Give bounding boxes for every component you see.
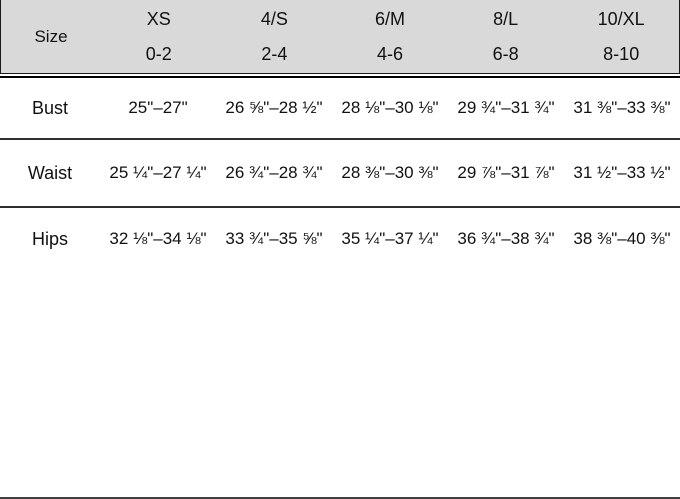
column-numeric-range: 8-10 xyxy=(603,44,640,64)
hips-8l-value: 36 ¾"–38 ¾" xyxy=(457,229,555,248)
row-label-bust: Bust xyxy=(31,97,69,118)
waist-10xl-value: 31 ½"–33 ½" xyxy=(573,163,671,182)
waist-4s-value: 26 ¾"–28 ¾" xyxy=(225,163,323,182)
column-header-10xl xyxy=(563,0,679,73)
table-row-bust xyxy=(0,78,680,138)
column-size-label: 10/XL xyxy=(597,9,645,29)
row-label-hips: Hips xyxy=(31,228,68,249)
column-numeric-range: 6-8 xyxy=(492,44,519,64)
hips-6m-value: 35 ¼"–37 ¼" xyxy=(341,229,439,248)
column-size-label: 6/M xyxy=(374,9,405,29)
bust-6m-value: 28 ⅛"–30 ⅛" xyxy=(341,98,439,117)
bust-xs-value: 25"–27" xyxy=(128,98,188,117)
waist-xs-value: 25 ¼"–27 ¼" xyxy=(109,163,207,182)
column-numeric-range: 2-4 xyxy=(261,44,288,64)
column-header-xs xyxy=(101,0,217,73)
size-header-label: Size xyxy=(34,26,68,46)
column-size-label: 4/S xyxy=(260,9,288,29)
row-label-waist: Waist xyxy=(27,162,73,183)
size-chart-header-row xyxy=(0,0,680,74)
hips-10xl-value: 38 ⅜"–40 ⅜" xyxy=(573,229,671,248)
waist-6m-value: 28 ⅜"–30 ⅜" xyxy=(341,163,439,182)
column-numeric-range: 4-6 xyxy=(376,44,403,64)
hips-xs-value: 32 ⅛"–34 ⅛" xyxy=(109,229,207,248)
waist-8l-value: 29 ⅞"–31 ⅞" xyxy=(457,163,555,182)
bust-10xl-value: 31 ⅜"–33 ⅜" xyxy=(573,98,671,117)
hips-4s-value: 33 ¾"–35 ⅝" xyxy=(225,229,323,248)
column-header-8l xyxy=(448,0,564,73)
size-header-cell xyxy=(1,0,101,73)
column-header-4s xyxy=(217,0,333,73)
bust-8l-value: 29 ¾"–31 ¾" xyxy=(457,98,555,117)
bust-4s-value: 26 ⅝"–28 ½" xyxy=(225,98,323,117)
column-header-6m xyxy=(332,0,448,73)
column-size-label: XS xyxy=(146,9,171,29)
table-row-hips xyxy=(0,208,680,270)
column-numeric-range: 0-2 xyxy=(145,44,172,64)
table-row-waist xyxy=(0,140,680,206)
column-size-label: 8/L xyxy=(493,9,519,29)
